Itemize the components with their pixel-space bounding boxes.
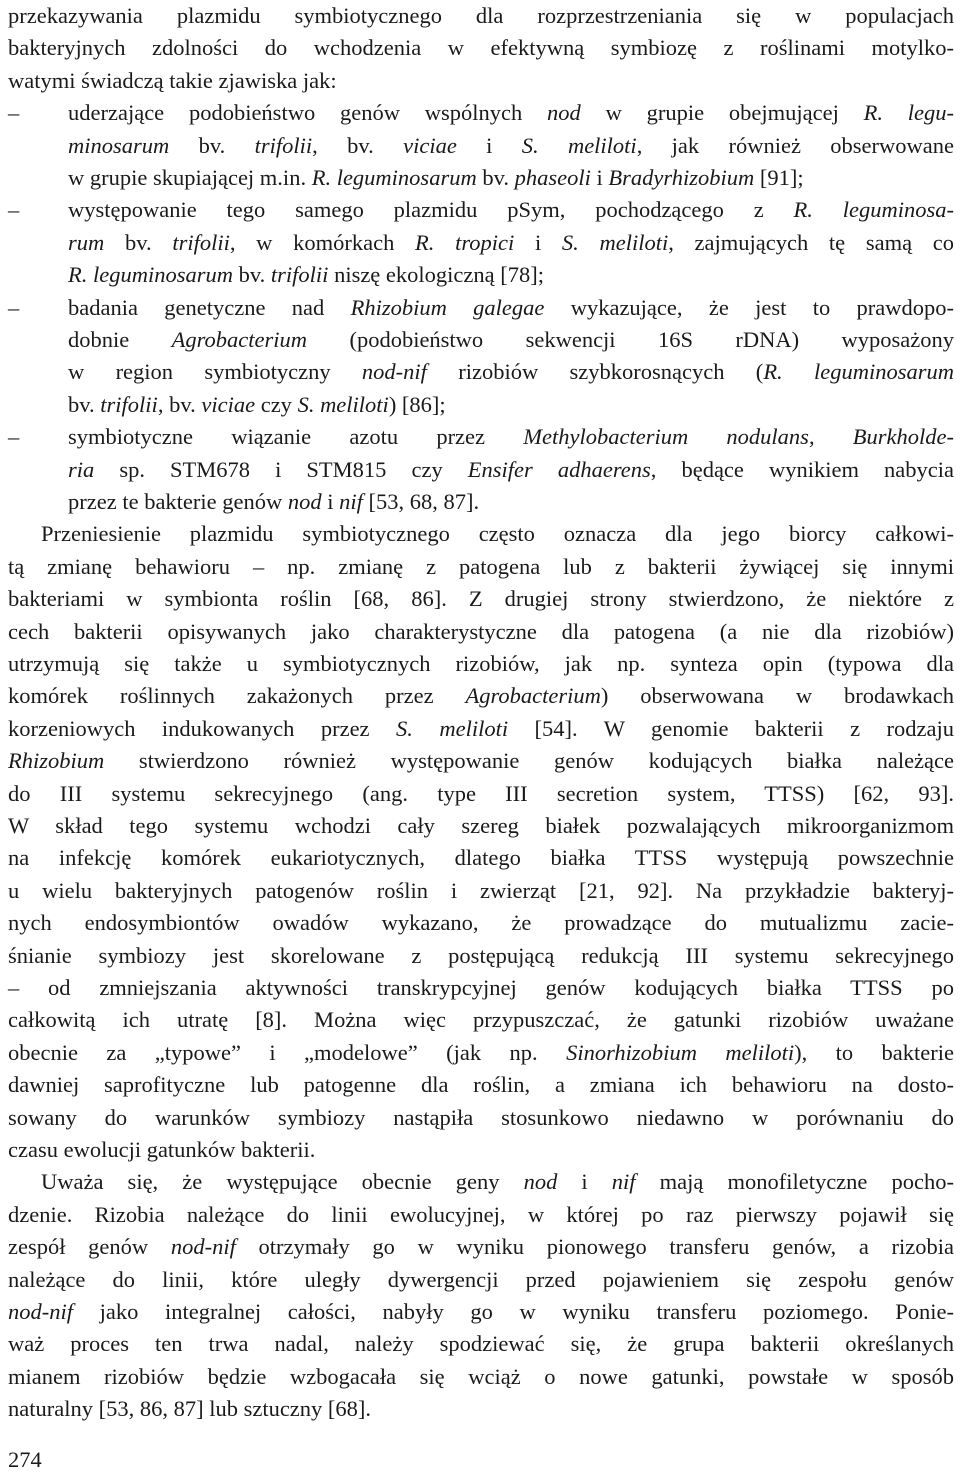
text-run: niszę ekologiczną [78]; (328, 262, 544, 288)
text-line (68, 486, 954, 519)
text-line (8, 1004, 954, 1037)
text-run: całkowitą ich utratę [8]. Można więc przypuszczać, że gatunki rizobiów uważane (8, 1007, 954, 1033)
text-run: u wielu bakteryjnych patogenów roślin i zwierząt [21, 92]. Na przykładzie bakteryj- (8, 877, 954, 903)
italic-term: R. leguminosarum (763, 359, 954, 385)
text-run: w region symbiotyczny (68, 359, 362, 385)
text-run: przekazywania plazmidu symbiotycznego dla rozprzestrzeniania się w populacjach (8, 3, 954, 28)
italic-term: Agrobacterium (465, 683, 601, 709)
text-line (8, 810, 954, 843)
text-run: tą zmianę behawioru – np. zmianę z patogena lub z bakterii żywiącej się innymi (8, 553, 954, 579)
italic-term: nod (287, 489, 322, 514)
text-run: , bv. (157, 391, 202, 417)
italic-term: S. meliloti (297, 391, 389, 417)
text-run: do III systemu sekrecyjnego (ang. type III secretion system, TTSS) [62, 93]. (8, 780, 954, 806)
text-line (8, 1199, 954, 1232)
text-run: bakteryjnych zdolności do wchodzenia w efektywną symbiozę z roślinami motylko- (8, 35, 954, 61)
text-line (8, 583, 954, 616)
text-run: [54]. W genomie bakterii z rodzaju (508, 715, 954, 741)
text-line (68, 227, 954, 260)
list-item-text (68, 292, 954, 324)
text-run: bv. (169, 132, 255, 158)
text-run: bakteriami w symbionta roślin [68, 86]. Z drugiej strony stwierdzono, że niektóre z (8, 586, 954, 612)
text-run: jako integralnej całości, nabyły go w wyniku transferu poziomego. Ponie- (73, 1299, 954, 1324)
list-dash: – (8, 100, 20, 126)
italic-term: Sinorhizobium meliloti (566, 1039, 795, 1065)
italic-term: R. leguminosarum (311, 165, 477, 190)
text-run: cech bakterii opisywanych jako charakterystyczne dla patogena (a nie dla rizobiów) (8, 618, 954, 644)
text-run: na infekcję komórek eukariotycznych, dlatego białka TTSS występują powszechnie (8, 845, 954, 871)
italic-term: viciae (201, 391, 256, 417)
text-line (8, 778, 954, 811)
text-run: ) [86]; (388, 391, 446, 417)
text-line (8, 551, 954, 584)
text-line (68, 356, 954, 389)
text-run: Uważa się, że występujące obecnie geny (41, 1169, 524, 1195)
text-run: , w komórkach (229, 229, 416, 255)
text-line (8, 940, 954, 973)
italic-term: viciae (403, 132, 457, 158)
text-line (8, 0, 954, 33)
text-run: w grupie obejmującej (580, 100, 864, 126)
text-run: watymi świadczą takie zjawiska jak: (8, 67, 337, 93)
list-item-text (68, 97, 954, 129)
list-dash: – (8, 294, 20, 320)
text-line (68, 324, 954, 357)
text-run: zespół genów (8, 1234, 171, 1260)
text-run: sowany do warunków symbiozy nastąpiła stosunkowo niedawno w porównaniu do (8, 1104, 954, 1130)
text-line (8, 907, 954, 940)
text-run: i (456, 132, 522, 158)
text-line (8, 292, 954, 325)
text-run: naturalny [53, 86, 87] lub sztuczny [68]. (8, 1396, 372, 1422)
text-line (8, 97, 954, 130)
list-item-text (68, 194, 954, 226)
text-line (8, 518, 954, 551)
italic-term: rum (68, 229, 105, 255)
text-line (68, 162, 954, 195)
list-item-text (68, 421, 954, 453)
italic-term: R. leguminosarum (68, 262, 233, 288)
text-run: waż proces ten trwa nadal, należy spodziewać się, że grupa bakterii określanych (8, 1331, 954, 1357)
text-run: czy (255, 391, 298, 417)
text-run: i (557, 1169, 612, 1195)
text-run: i (514, 229, 562, 255)
text-run: bv. (104, 229, 173, 255)
italic-term: S. meliloti (521, 132, 637, 158)
italic-term: R. tropici (415, 229, 515, 255)
text-run: ) obserwowana w brodawkach (600, 683, 955, 709)
text-run: , bv. (312, 132, 404, 158)
italic-term: R. leguminosa- (793, 197, 954, 223)
italic-term: Bradyrhizobium (608, 165, 755, 190)
italic-term: R. legu- (863, 100, 954, 126)
text-run: mianem rizobiów będzie wzbogacała się wciąż o nowe gatunki, powstałe w sposób (8, 1363, 954, 1389)
italic-term: S. meliloti (396, 715, 509, 741)
text-run: i (321, 489, 340, 514)
italic-term: Agrobacterium (171, 327, 308, 352)
text-run: , jak również obserwowane (636, 132, 954, 158)
text-line (8, 1361, 954, 1394)
italic-term: Ensifer adhaerens (467, 456, 651, 482)
text-run: wykazujące, że jest to prawdopo- (544, 294, 954, 320)
text-line (8, 65, 954, 98)
italic-term: Rhizobium galegae (350, 294, 545, 320)
italic-term: S. meliloti (561, 229, 669, 255)
text-line (68, 454, 954, 487)
italic-term: nod-nif (8, 1299, 73, 1324)
text-line (8, 1166, 954, 1199)
text-run: w grupie skupiającej m.in. (68, 165, 312, 190)
text-line (8, 616, 954, 649)
text-run: badania genetyczne nad (68, 294, 351, 320)
text-run: W skład tego systemu wchodzi cały szereg białek pozwalających mikroorganizmom (8, 813, 954, 838)
text-run: dawniej saprofityczne lub patogenne dla roślin, a zmiana ich behawioru na dosto- (8, 1072, 954, 1098)
text-line (8, 1134, 954, 1167)
text-run: (podobieństwo sekwencji 16S rDNA) wyposażony (307, 327, 954, 352)
text-line (8, 1393, 954, 1426)
text-run: i (590, 165, 609, 190)
text-line (8, 1069, 954, 1102)
italic-term: nod (523, 1169, 558, 1195)
text-run: , (808, 424, 853, 450)
text-line (8, 421, 954, 454)
text-run: komórek roślinnych zakażonych przez (8, 683, 466, 709)
text-run: należące do linii, które uległy dywergencji przed pojawieniem się zespołu genów (8, 1266, 954, 1292)
text-run: rizobiów szybkorosnących ( (426, 359, 764, 385)
italic-term: ria (68, 456, 95, 482)
text-line (8, 1328, 954, 1361)
text-line (8, 1296, 954, 1329)
italic-term: phaseoli (514, 165, 591, 190)
italic-term: trifolii (254, 132, 313, 158)
italic-term: trifolii (172, 229, 230, 255)
text-line (68, 130, 954, 163)
text-run: nych endosymbiontów owadów wykazano, że prowadzące do mutualizmu zacie- (8, 910, 954, 936)
text-run: [91]; (754, 165, 804, 190)
italic-term: nif (339, 489, 363, 514)
text-line (68, 259, 954, 292)
text-line (8, 842, 954, 875)
text-line (68, 389, 954, 422)
text-run: występowanie tego samego plazmidu pSym, pochodzącego z (68, 197, 794, 223)
text-line (8, 680, 954, 713)
text-run: Przeniesienie plazmidu symbiotycznego często oznacza dla jego biorcy całkowi- (41, 521, 954, 547)
text-line (8, 194, 954, 227)
text-line (8, 1231, 954, 1264)
list-dash: – (8, 197, 20, 223)
italic-term: trifolii (270, 262, 329, 288)
italic-term: Burkholde- (852, 424, 955, 450)
italic-term: nod (547, 100, 581, 126)
page-number: 274 (8, 1447, 42, 1472)
text-line (8, 32, 954, 65)
text-run: symbiotyczne wiązanie azotu przez (68, 424, 524, 450)
text-line (8, 875, 954, 908)
italic-term: Rhizobium (8, 748, 105, 774)
list-dash: – (8, 424, 20, 450)
text-run: czasu ewolucji gatunków bakterii. (8, 1137, 316, 1162)
text-run: korzeniowych indukowanych przez (8, 715, 396, 741)
text-run: stwierdzono również występowanie genów kodujących białka należące (104, 748, 954, 774)
text-run: – od zmniejszania aktywności transkrypcyjnej genów kodujących białka TTSS po (8, 975, 954, 1000)
text-run: utrzymują się także u symbiotycznych rizobiów, jak np. synteza opin (typowa dla (8, 651, 954, 676)
text-run: mają monofiletyczne pocho- (635, 1169, 954, 1195)
text-run: , zajmujących tę samą co (668, 229, 954, 255)
text-run: bv. (476, 165, 515, 190)
text-run: otrzymały go w wyniku pionowego transferu genów, a rizobia (235, 1234, 954, 1260)
text-run: przez te bakterie genów (68, 489, 288, 514)
text-line (8, 1037, 954, 1070)
text-run: bv. (68, 391, 101, 417)
italic-term: nod-nif (170, 1234, 236, 1260)
text-line (8, 1102, 954, 1135)
text-run: sp. STM678 i STM815 czy (94, 456, 468, 482)
italic-term: trifolii (100, 391, 158, 417)
text-line (8, 745, 954, 778)
text-run: ), to bakterie (794, 1039, 954, 1065)
text-run: uderzające podobieństwo genów wspólnych (68, 100, 548, 126)
text-line (8, 972, 954, 1005)
text-run: [53, 68, 87]. (362, 489, 480, 514)
text-run: dobnie (68, 327, 172, 352)
text-line (8, 648, 954, 681)
italic-term: minosarum (68, 132, 170, 158)
italic-term: nod-nif (361, 359, 427, 385)
text-run: , będące wynikiem nabycia (650, 456, 954, 482)
text-run: obecnie za „typowe” i „modelowe” (jak np. (8, 1039, 567, 1065)
italic-term: nif (611, 1169, 636, 1195)
text-run: śnianie symbiozy jest skorelowane z postępującą redukcją III systemu sekrecyjnego (8, 942, 954, 968)
text-line (8, 713, 954, 746)
italic-term: Methylobacterium nodulans (523, 424, 809, 450)
text-line (8, 1264, 954, 1297)
text-run: dzenie. Rizobia należące do linii ewolucyjnej, w której po raz pierwszy pojawił się (8, 1201, 954, 1227)
text-run: bv. (233, 262, 271, 288)
